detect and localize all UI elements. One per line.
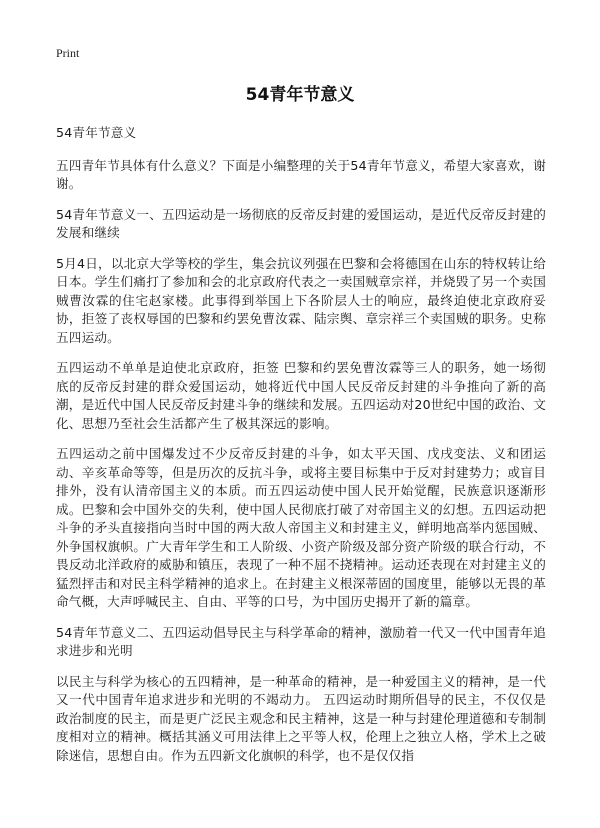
paragraph: 以民主与科学为核心的五四精神，是一种革命的精神，是一种爱国主义的精神，是一代又一代中国青年追求进步和光明的不竭动力。 五四运动时期所倡导的民主，不仅仅是政治制度的民主，而是更广泛民主观念和民主精神，这是一种与封建伦理道德和专制制度相对立的精神。概括其涵义可用法律上之平等人权，伦理上之独立人格，学术上之破除迷信，思想自由。作为五四新文化旗帜的科学，也不是仅仅指: [56, 673, 546, 763]
paragraph: 五四运动不单单是迫使北京政府，拒签 巴黎和约罢免曹汝霖等三人的职务，她一场彻底的反帝反封建的群众爱国运动，她将近代中国人民反帝反封建的斗争推向了新的高潮，是近代中国人民反帝反封建斗争的继续和发展。五四运动对20世纪中国的政治、文化、思想乃至社会生活都产生了极其深远的影响。: [56, 360, 546, 431]
section-heading-2: 54青年节意义二、五四运动倡导民主与科学革命的精神，激励着一代又一代中国青年追求进步和光明: [56, 624, 546, 658]
page-title: 54青年节意义: [245, 85, 355, 105]
print-link[interactable]: Print: [56, 46, 80, 60]
paragraph: 5月4日，以北京大学等校的学生，集会抗议列强在巴黎和会将德国在山东的特权转让给日本。学生们痛打了参加和会的北京政府代表之一卖国贼章宗祥，并烧毁了另一个卖国贼曹汝霖的住宅赵家楼。此事得到举国上下各阶层人士的响应，最终迫使北京政府妥协，拒签了丧权辱国的巴黎和约罢免曹汝霖、陆宗舆、章宗祥三个卖国贼的职务。史称五四运动。: [56, 255, 546, 345]
intro-paragraph: 五四青年节具体有什么意义？下面是小编整理的关于54青年节意义，希望大家喜欢，谢谢。: [56, 157, 546, 191]
article-body: [56, 124, 546, 777]
paragraph: 五四运动之前中国爆发过不少反帝反封建的斗争，如太平天国、戊戌变法、义和团运动、辛亥革命等等，但是历次的反抗斗争，或将主要目标集中于反对封建势力；或盲目排外，没有认清帝国主义的本质。而五四运动使中国人民开始觉醒，民族意识逐渐形成。巴黎和会中国外交的失利，使中国人民彻底打破了对帝国主义的幻想。五四运动把斗争的矛头直接指向当时中国的两大敌人帝国主义和封建主义，鲜明地高举内惩国贼、外争国权旗帜。广大青年学生和工人阶级、小资产阶级及部分资产阶级的联合行动，不畏反动北洋政府的威胁和镇压，表现了一种不屈不挠精神。运动还表现在对封建主义的猛烈抨击和对民主科学精神的追求上。在封建主义根深蒂固的国度里，能够以无畏的革命气概，大声呼喊民主、自由、平等的口号，为中国历史揭开了新的篇章。: [56, 446, 546, 609]
article-subtitle: 54青年节意义: [56, 125, 137, 140]
section-heading-1: 54青年节意义一、五四运动是一场彻底的反帝反封建的爱国运动，是近代反帝反封建的发展和继续: [56, 206, 546, 240]
